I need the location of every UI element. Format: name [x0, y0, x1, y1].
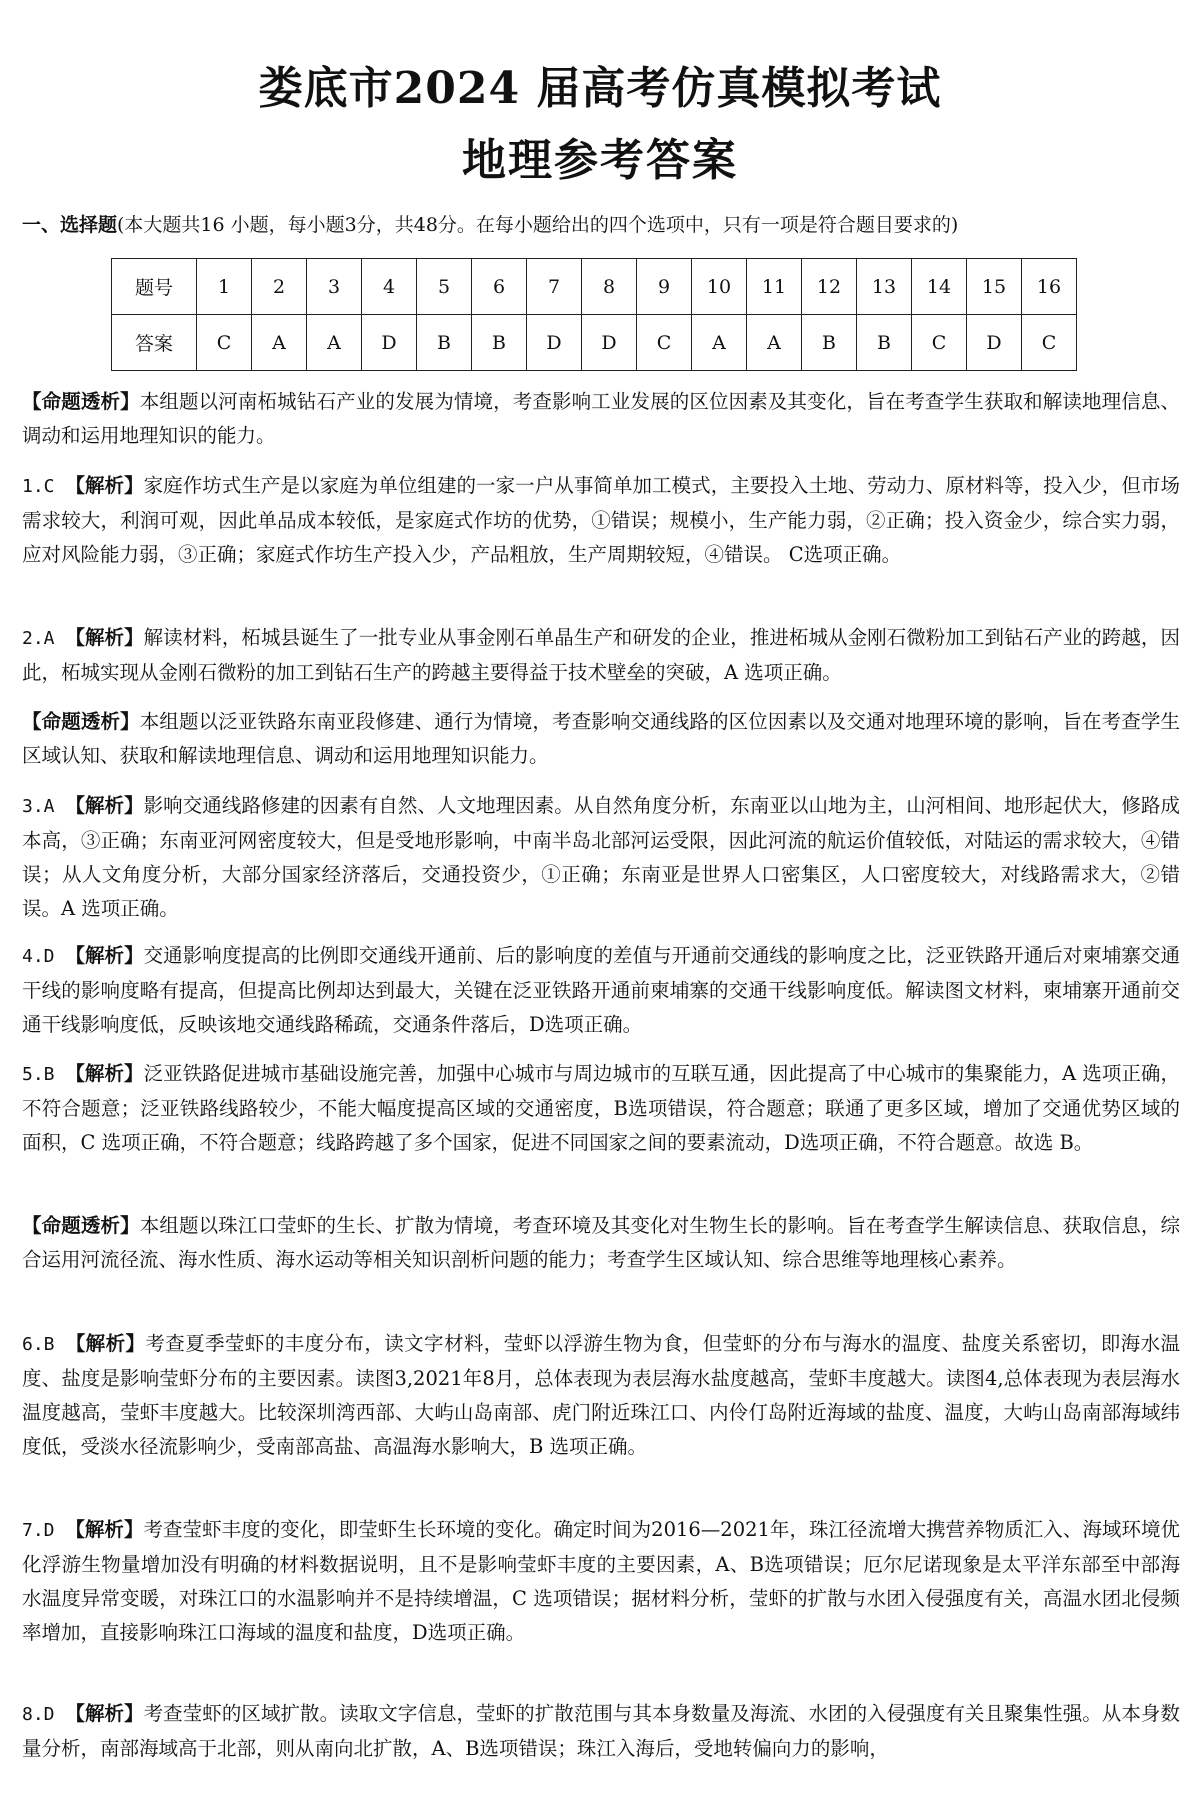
explanation-paragraph — [22, 939, 1180, 1042]
question-number: 15 — [967, 259, 1022, 315]
row-label-number: 题号 — [112, 259, 197, 315]
question-number: 5 — [417, 259, 472, 315]
paragraph-tag: 【解析】 — [65, 1518, 144, 1541]
answer-cell: D — [967, 315, 1022, 371]
section-label: 一、选择题 — [22, 214, 118, 236]
answer-cell: D — [527, 315, 582, 371]
analysis-paragraph — [22, 1209, 1180, 1277]
explanation-paragraph — [22, 1327, 1180, 1464]
answer-cell: A — [307, 315, 362, 371]
paragraph-tag: 【命题透析】 — [22, 710, 140, 733]
question-number: 12 — [802, 259, 857, 315]
paragraph-tag: 【解析】 — [65, 1062, 144, 1085]
explanation-paragraph — [22, 1697, 1180, 1766]
question-label: 5.B — [22, 1064, 66, 1085]
question-number: 7 — [527, 259, 582, 315]
paragraph-tag: 【解析】 — [65, 474, 144, 497]
paragraph-text: 影响交通线路修建的因素有自然、人文地理因素。从自然角度分析，东南亚以山地为主，山河相间、地形起伏大，修路成本高，③正确；东南亚河网密度较大，但是受地形影响，中南半岛北部河运受限，因此河流的航运价值较低，对陆运的需求较大，④错误；从人文角度分析，大部分国家经济落后，交通投资少，①正确；东南亚是世界人口密集区，人口密度较大，对线路需求大，②错误。A 选项正确。 — [22, 794, 1180, 920]
answer-cell: B — [802, 315, 857, 371]
question-number: 13 — [857, 259, 912, 315]
question-label: 2.A — [22, 628, 66, 649]
answer-table-answer-row — [112, 315, 1077, 371]
answer-cell: B — [857, 315, 912, 371]
paragraph-text: 考查莹虾的区域扩散。读取文字信息，莹虾的扩散范围与其本身数量及海流、水团的入侵强度有关且聚集性强。从本身数量分析，南部海域高于北部，则从南向北扩散，A、B选项错误；珠江入海后，受地转偏向力的影响， — [22, 1702, 1180, 1760]
question-number: 16 — [1022, 259, 1077, 315]
answer-cell: B — [472, 315, 527, 371]
paragraph-text: 本组题以珠江口莹虾的生长、扩散为情境，考查环境及其变化对生物生长的影响。旨在考查学生解读信息、获取信息，综合运用河流径流、海水性质、海水运动等相关知识剖析问题的能力；考查学生区域认知、综合思维等地理核心素养。 — [22, 1214, 1180, 1271]
question-number: 10 — [692, 259, 747, 315]
question-number: 4 — [362, 259, 417, 315]
question-number: 1 — [197, 259, 252, 315]
row-label-answer: 答案 — [112, 315, 197, 371]
section-note: (本大题共16 小题，每小题3分，共48分。在每小题给出的四个选项中，只有一项是符合题目要求的) — [117, 214, 959, 236]
paragraph-text: 解读材料，柘城县诞生了一批专业从事金刚石单晶生产和研发的企业，推进柘城从金刚石微粉加工到钻石产业的跨越，因此，柘城实现从金刚石微粉的加工到钻石生产的跨越主要得益于技术壁垒的突破，A 选项正确。 — [22, 626, 1180, 684]
answer-cell: C — [1022, 315, 1077, 371]
paragraph-tag: 【命题透析】 — [22, 1214, 140, 1237]
document-title: 娄底市2024 届高考仿真模拟考试 — [258, 63, 942, 114]
question-label: 7.D — [22, 1520, 66, 1541]
paragraph-tag: 【解析】 — [65, 626, 144, 649]
answer-cell: B — [417, 315, 472, 371]
paragraph-tag: 【命题透析】 — [22, 390, 140, 413]
answer-cell: C — [637, 315, 692, 371]
paragraph-tag: 【解析】 — [65, 1702, 144, 1725]
explanation-paragraph — [22, 1057, 1180, 1160]
answer-table — [111, 258, 1077, 371]
answer-cell: D — [362, 315, 417, 371]
paragraph-tag: 【解析】 — [65, 944, 144, 967]
answer-cell: C — [197, 315, 252, 371]
answer-cell: A — [747, 315, 802, 371]
answer-cell: D — [582, 315, 637, 371]
question-label: 6.B — [22, 1334, 66, 1355]
question-number: 8 — [582, 259, 637, 315]
paragraph-text: 交通影响度提高的比例即交通线开通前、后的影响度的差值与开通前交通线的影响度之比，泛亚铁路开通后对柬埔寨交通干线的影响度略有提高，但提高比例却达到最大，关键在泛亚铁路开通前柬埔寨的交通干线影响度低。解读图文材料，柬埔寨开通前交通干线影响度低，反映该地交通线路稀疏，交通条件落后，D选项正确。 — [22, 944, 1180, 1036]
paragraph-text: 本组题以河南柘城钻石产业的发展为情境，考查影响工业发展的区位因素及其变化，旨在考查学生获取和解读地理信息、调动和运用地理知识的能力。 — [22, 390, 1180, 447]
paragraph-text: 本组题以泛亚铁路东南亚段修建、通行为情境，考查影响交通线路的区位因素以及交通对地理环境的影响，旨在考查学生区域认知、获取和解读地理信息、调动和运用地理知识能力。 — [22, 710, 1180, 767]
analysis-paragraph — [22, 705, 1180, 773]
paragraph-text: 家庭作坊式生产是以家庭为单位组建的一家一户从事简单加工模式，主要投入土地、劳动力、原材料等，投入少，但市场需求较大，利润可观，因此单品成本较低，是家庭式作坊的优势，①错误；规模小，生产能力弱，②正确；投入资金少，综合实力弱，应对风险能力弱，③正确；家庭式作坊生产投入少，产品粗放，生产周期较短，④错误。 C选项正确。 — [22, 474, 1180, 566]
document-subtitle: 地理参考答案 — [462, 135, 738, 186]
section-heading — [22, 210, 958, 237]
paragraph-tag: 【解析】 — [65, 1332, 146, 1355]
explanation-paragraph — [22, 469, 1180, 572]
question-number: 2 — [252, 259, 307, 315]
paragraph-text: 考查夏季莹虾的丰度分布，读文字材料，莹虾以浮游生物为食，但莹虾的分布与海水的温度、盐度关系密切，即海水温度、盐度是影响莹虾分布的主要因素。读图3,2021年8月，总体表现为表层海水盐度越高，莹虾丰度越大。读图4,总体表现为表层海水温度越高，莹虾丰度越大。比较深圳湾西部、大屿山岛南部、虎门附近珠江口、内伶仃岛附近海域的盐度、温度，大屿山岛南部海域纬度低，受淡水径流影响少，受南部高盐、高温海水影响大，B 选项正确。 — [22, 1332, 1180, 1458]
explanation-paragraph — [22, 789, 1180, 926]
question-label: 1.C — [22, 476, 66, 497]
question-label: 4.D — [22, 946, 66, 967]
question-number: 9 — [637, 259, 692, 315]
explanation-paragraph — [22, 1513, 1180, 1650]
paragraph-tag: 【解析】 — [65, 794, 144, 817]
question-number: 6 — [472, 259, 527, 315]
question-number: 11 — [747, 259, 802, 315]
paragraph-text: 泛亚铁路促进城市基础设施完善，加强中心城市与周边城市的互联互通，因此提高了中心城市的集聚能力，A 选项正确，不符合题意；泛亚铁路线路较少，不能大幅度提高区域的交通密度，B选项错误，符合题意；联通了更多区域，增加了交通优势区域的面积，C 选项正确，不符合题意；线路跨越了多个国家，促进不同国家之间的要素流动，D选项正确，不符合题意。故选 B。 — [22, 1062, 1180, 1154]
answer-cell: A — [692, 315, 747, 371]
explanation-paragraph — [22, 621, 1180, 690]
paragraph-text: 考查莹虾丰度的变化，即莹虾生长环境的变化。确定时间为2016—2021年，珠江径流增大携营养物质汇入、海域环境优化浮游生物量增加没有明确的材料数据说明，且不是影响莹虾丰度的主要因素，A、B选项错误；厄尔尼诺现象是太平洋东部至中部海水温度异常变暖，对珠江口的水温影响并不是持续增温，C 选项错误；据材料分析，莹虾的扩散与水团入侵强度有关，高温水团北侵频率增加，直接影响珠江口海域的温度和盐度，D选项正确。 — [22, 1518, 1180, 1644]
analysis-paragraph — [22, 385, 1180, 453]
question-number: 3 — [307, 259, 362, 315]
answer-table-number-row — [112, 259, 1077, 315]
question-number: 14 — [912, 259, 967, 315]
question-label: 3.A — [22, 796, 66, 817]
question-label: 8.D — [22, 1704, 66, 1725]
answer-cell: C — [912, 315, 967, 371]
answer-cell: A — [252, 315, 307, 371]
